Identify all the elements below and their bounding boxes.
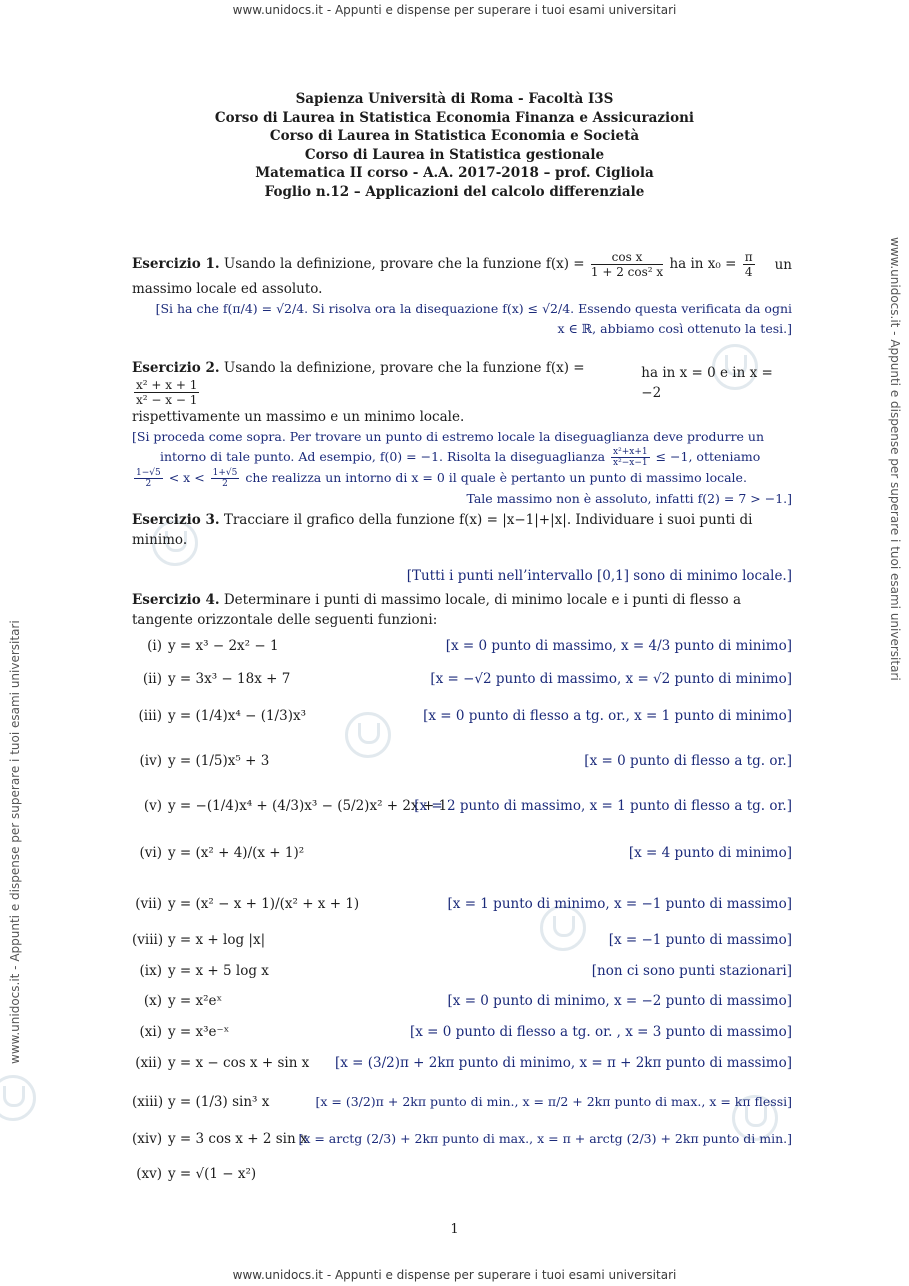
exercise-2-fraction: $\frac{\text{x² + x + 1}}{\text{x² − x − 1}}$ [136,378,198,407]
list-item: (xii) y = x − cos x + sin x [x = (3/2)π + 2kπ punto di minimo, x = π + 2kπ punto di massimo] [135,1055,792,1071]
exercise-1-text: Usando la definizione, provare che la funzione f(x) = [223,256,585,272]
exercise-2-answer: [Si proceda come sopra. Per trovare un punto di estremo locale la diseguaglianza deve produrre un intorno di tale punto. Ad esempio, f(0) = −1. Risolta la diseguaglianza $\frac{\text{x²+x+1}}{\text{x²−x−1}}$ ≤ −1, otteniamo $\frac{1-√5}{2}$ < x < $\frac{1+√5}{2}$ che realizza un intorno di x = 0 il quale è pertanto un punto di massimo locale. Tale massimo non è assoluto, infatti f(2) = 7 > −1.] [132,429,792,506]
watermark-left: www.unidocs.it - Appunti e dispense per superare i tuoi esami universitari [8,620,22,1064]
exercise-2-text-b: ha in x = 0 e in x = −2 [641,364,773,401]
list-item: (xi) y = x³e⁻ˣ [x = 0 punto di flesso a tg. or. , x = 3 punto di massimo] [139,1024,792,1040]
list-item: (i) y = x³ − 2x² − 1 [x = 0 punto di massimo, x = 4/3 punto di minimo] [147,638,792,654]
unidocs-logo-icon [0,1075,36,1121]
list-item: (ix) y = x + 5 log x [non ci sono punti stazionari] [139,963,792,979]
list-item: (xiii) y = (1/3) sin³ x [x = (3/2)π + 2kπ punto di min., x = π/2 + 2kπ punto di max., x = kπ flessi] [132,1094,792,1110]
list-item: (ii) y = 3x³ − 18x + 7 [x = −√2 punto di massimo, x = √2 punto di minimo] [142,671,792,687]
header-line: Matematica II corso - A.A. 2017-2018 – prof. Cigliola [255,165,654,181]
exercise-1-text-d: massimo locale ed assoluto. [132,281,323,297]
exercise-1-fraction: $\frac{\text{cos x}}{\text{1 + 2 cos² x}}$ [590,250,664,279]
exercise-4 [132,590,792,630]
exercise-2-title: Esercizio 2. [132,360,220,376]
header-line: Sapienza Università di Roma - Facoltà I3S [295,91,614,107]
exercise-4-text: Determinare i punti di massimo locale, di minimo locale e i punti di flesso a tangente orizzontale delle seguenti funzioni: [132,592,742,628]
watermark-right: www.unidocs.it - Appunti e dispense per superare i tuoi esami universitari [888,237,902,681]
list-item: (vii) y = (x² − x + 1)/(x² + x + 1) [x = 1 punto di minimo, x = −1 punto di massimo] [135,896,792,912]
exercise-1-title: Esercizio 1. [132,256,220,272]
document-header [0,90,909,201]
list-item: (xv) y = √(1 − x²) [136,1166,257,1182]
exercise-3-title: Esercizio 3. [132,512,220,528]
watermark-top: www.unidocs.it - Appunti e dispense per superare i tuoi esami universitari [232,3,677,17]
exercise-1-text-b: ha in x₀ = [669,256,737,272]
exercise-3 [132,510,792,586]
list-item: (vi) y = (x² + 4)/(x + 1)² [x = 4 punto di minimo] [139,845,792,861]
exercise-3-answer: [Tutti i punti nell’intervallo [0,1] sono di minimo locale.] [406,568,792,584]
list-item: (v) y = −(1/4)x⁴ + (4/3)x³ − (5/2)x² + 2x + 1 [x = 2 punto di massimo, x = 1 punto di flesso a tg. or.] [143,798,792,814]
watermark-bottom: www.unidocs.it - Appunti e dispense per superare i tuoi esami universitari [232,1268,677,1282]
list-item: (x) y = x²eˣ [x = 0 punto di minimo, x = −2 punto di massimo] [143,993,792,1009]
header-line: Corso di Laurea in Statistica Economia Finanza e Assicurazioni [214,109,695,126]
list-item: (iv) y = (1/5)x⁵ + 3 [x = 0 punto di flesso a tg. or.] [139,753,792,769]
header-line: Foglio n.12 – Applicazioni del calcolo differenziale [264,183,645,200]
exercise-2-text-c: rispettivamente un massimo e un minimo locale. [132,409,465,425]
exercise-2 [132,358,792,509]
exercise-2-text: Usando la definizione, provare che la funzione f(x) = [223,360,585,376]
page-number: 1 [450,1222,459,1237]
header-line: Corso di Laurea in Statistica gestionale [304,146,605,163]
header-line: Corso di Laurea in Statistica Economia e Società [269,128,640,144]
list-item: (viii) y = x + log |x| [x = −1 punto di massimo] [132,932,792,948]
list-item: (iii) y = (1/4)x⁴ − (1/3)x³ [x = 0 punto di flesso a tg. or., x = 1 punto di minimo] [138,708,792,724]
exercise-1-x0: $\frac{\pi}{4}$ [744,250,753,279]
exercise-1-text-c: un [774,256,792,273]
exercise-4-title: Esercizio 4. [132,592,220,608]
exercise-3-text: Tracciare il grafico della funzione f(x) = |x−1|+|x|. Individuare i suoi punti di minimo. [132,512,753,548]
exercise-1-answer: [Si ha che f(π/4) = √2/4. Si risolva ora la disequazione f(x) ≤ √2/4. Essendo questa verificata da ogni x ∈ ℝ, abbiamo così ottenuto la tesi.] [155,301,792,336]
exercise-1 [132,250,792,339]
list-item: (xiv) y = 3 cos x + 2 sin x [x = arctg (2/3) + 2kπ punto di max., x = π + arctg (2/3) + 2kπ punto di min.] [132,1131,792,1147]
